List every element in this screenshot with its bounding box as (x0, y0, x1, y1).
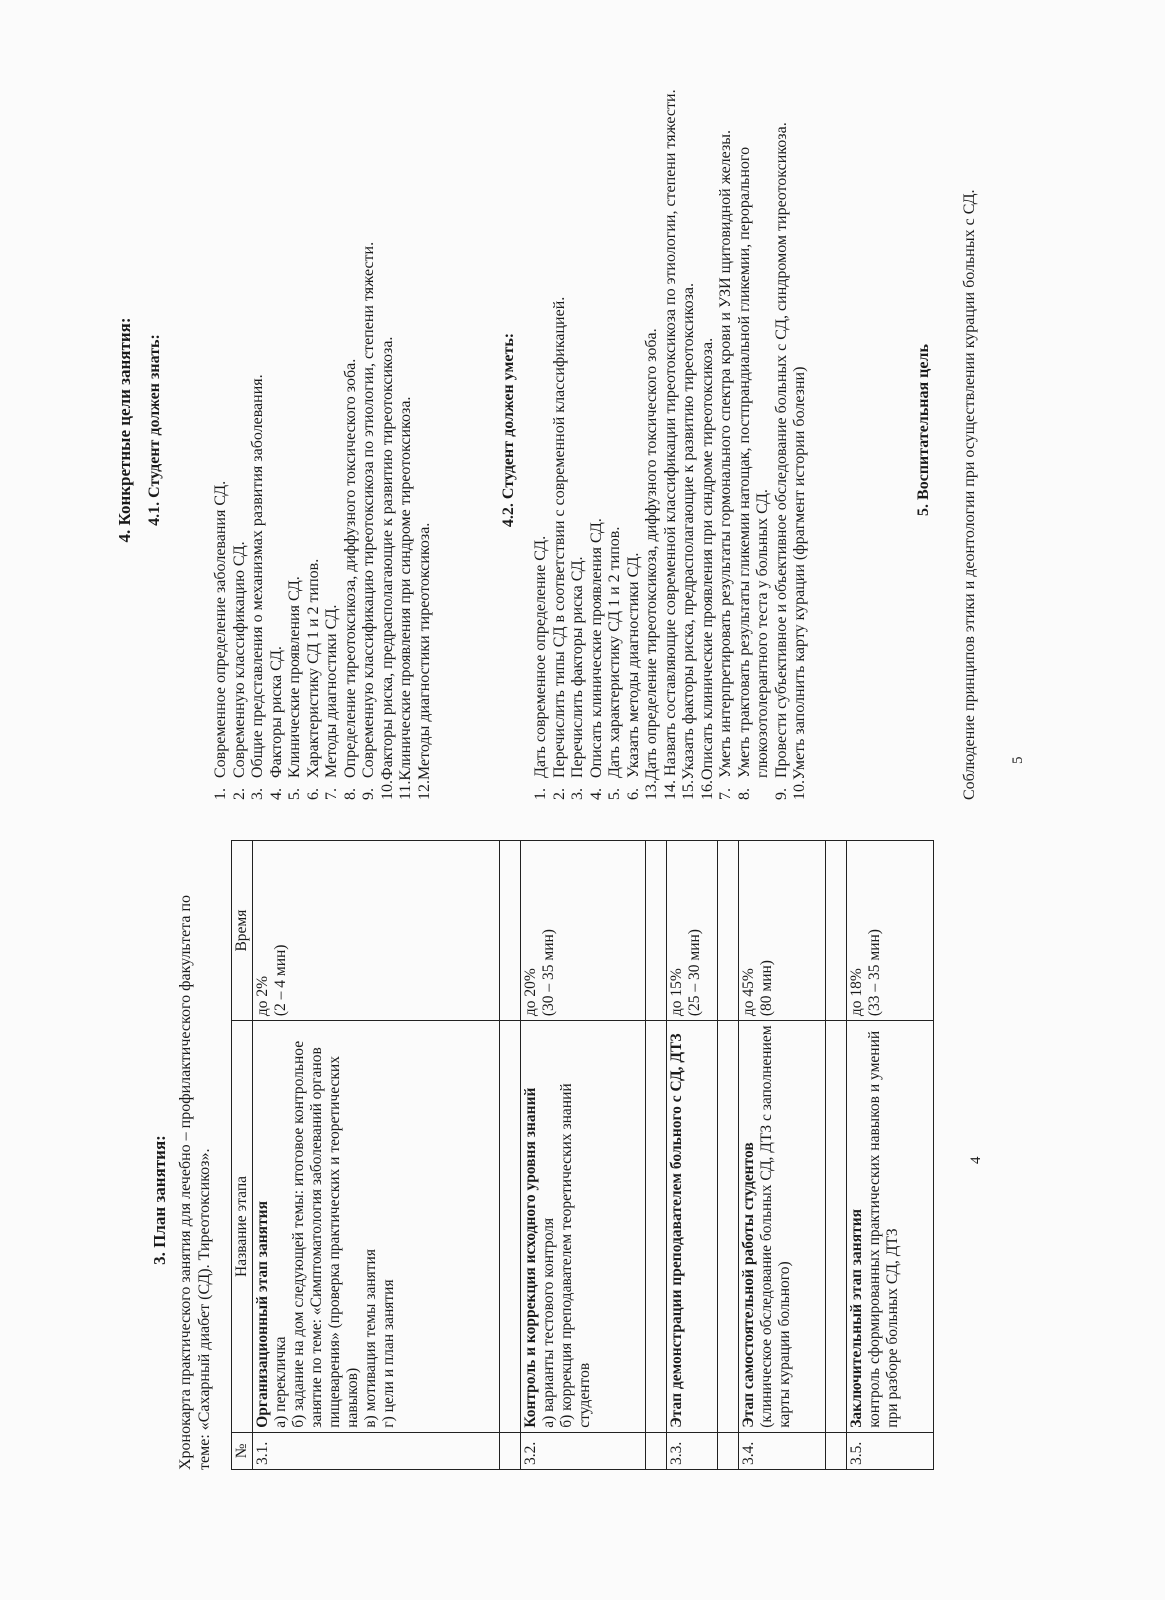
stage-name-cell (253, 1021, 500, 1433)
header-num: № (232, 1432, 253, 1469)
list-item-text: 16.Описать клинические проявления при синдроме тиреотоксикоза. (698, 337, 716, 800)
stage-name-cell (521, 1021, 646, 1433)
stage-title: Этап самостоятельной работы студентов (740, 1142, 757, 1428)
list-item-number: 4. (587, 788, 605, 800)
row-separator (500, 841, 521, 1470)
list-item-text: Дать современное определение СД. (532, 535, 549, 778)
list-item-number: 7. (323, 788, 340, 800)
page-number-right: 5 (1010, 756, 1026, 764)
list-item-text: 13.Дать определение тиреотоксикоза, диффузного токсического зоба. (643, 328, 660, 800)
list-item-text: Характеристику СД 1 и 2 типов. (304, 558, 322, 778)
edu-text: Соблюдение принципов этики и деонтологии при осуществлении курации больных с СД. (961, 189, 978, 800)
stage-line: б) задание на дом следующей темы: итоговое контрольное занятие по теме: «Симптоматология заболеваний органов пищеварения» (проверка практических и теоретических навыков) (290, 1040, 361, 1428)
list-item (643, 40, 662, 800)
stage-time: до 15% (668, 968, 685, 1017)
stage-title: Этап демонстрации преподавателем больного с СД, ДТЗ (668, 1033, 685, 1428)
know-list (212, 40, 434, 800)
know-title: 4.1. Студент должен знать: (146, 334, 163, 526)
list-item (625, 40, 644, 800)
stage-number: 3.4. (739, 1432, 826, 1469)
stage-time-cell (847, 841, 934, 1021)
list-item-number: 2. (550, 788, 568, 800)
list-item (551, 40, 570, 800)
stage-time: до 45% (740, 968, 757, 1017)
list-item (606, 40, 625, 800)
list-item (569, 40, 588, 800)
list-item-number: 3. (569, 788, 586, 800)
list-item-text: Дать характеристику СД 1 и 2 типов. (606, 526, 623, 778)
list-item-number: 7. (717, 788, 734, 800)
plan-heading: 3. План занятия: (150, 1135, 169, 1265)
list-item-text: 15.Указать факторы риска, предрасполагающие к развитию тиреотоксикоза. (680, 282, 697, 800)
stage-name-cell (847, 1021, 934, 1433)
list-item-text: Перечислить типы СД в соответствии с современной классификацией. (550, 296, 568, 778)
row-separator (646, 841, 667, 1470)
list-item (231, 40, 250, 800)
table-row (667, 841, 718, 1470)
stage-time-detail: (2 – 4 мин) (272, 944, 289, 1017)
list-item-text: 12.Методы диагностики тиреотоксикоза. (415, 522, 433, 800)
stage-line: б) коррекция преподавателем теоретических знаний студентов (558, 1083, 593, 1428)
edu-title: 5. Воспитательная цель (915, 344, 932, 516)
goals-heading: 4. Конкретные цели занятия: (115, 317, 134, 543)
list-item-text: Провести субъективное и объективное обследование больных с СД, синдромом тиреотоксикоза. (772, 122, 790, 778)
list-item (268, 40, 287, 800)
list-item-text: Современную классификацию СД. (230, 541, 248, 778)
list-item (662, 40, 681, 800)
list-item (397, 40, 416, 800)
list-item-number: 8. (735, 788, 753, 800)
list-item-number: 5. (286, 788, 303, 800)
list-item-text: 14. Назвать составляющие современной классификации тиреотоксикоза по этиологии, степени тяжести. (661, 89, 679, 800)
list-item-text: 10.Факторы риска, предрасполагающие к развитию тиреотоксикоза. (378, 336, 396, 800)
list-item (680, 40, 699, 800)
stage-time: до 18% (848, 968, 865, 1017)
stage-time-cell (667, 841, 718, 1021)
list-item-number: 2. (230, 788, 248, 800)
list-item-number: 1. (532, 788, 549, 800)
list-item-text: Методы диагностики СД. (323, 604, 340, 778)
list-item (249, 40, 268, 800)
list-item (323, 40, 342, 800)
list-item-text: Современное определение заболевания СД. (212, 480, 229, 778)
stage-line: г) цели и план занятия (380, 1279, 397, 1428)
list-item (791, 40, 810, 800)
stage-line: контроль сформированных практических навыков и умений при разборе больных СД, ДТЗ (866, 1030, 901, 1428)
list-item (342, 40, 361, 800)
table-row (521, 841, 646, 1470)
list-item (588, 40, 607, 800)
stage-time-cell (253, 841, 500, 1021)
list-item (305, 40, 324, 800)
left-page (0, 800, 1165, 1600)
plan-intro: Хронокарта практического занятия для лечебно – профилактического факультета по теме: «Сахарный диабет (СД). Тиреотоксикоз». (177, 894, 213, 1470)
stage-title: Организационный этап занятия (254, 1201, 271, 1428)
can-list (532, 40, 810, 800)
stage-line: в) мотивация темы занятия (362, 1249, 379, 1428)
list-item-number: 6. (304, 788, 322, 800)
stage-time-detail: (25 – 30 мин) (686, 929, 703, 1017)
stage-title: Контроль и коррекция исходного уровня знаний (522, 1087, 539, 1428)
list-item (736, 40, 773, 800)
stage-line: (клиническое обследование больных СД, ДТЗ с заполнением карты курации больного) (758, 1025, 793, 1428)
list-item (717, 40, 736, 800)
table-row (253, 841, 500, 1470)
list-item-number: 6. (624, 788, 642, 800)
stage-time-cell (521, 841, 646, 1021)
list-item (379, 40, 398, 800)
list-item-text: 11.Клинические проявления при синдроме тиреотоксикоза. (397, 396, 414, 800)
table-row (847, 841, 934, 1470)
row-separator (826, 841, 847, 1470)
stage-line: а) варианты тестового контроля (540, 1217, 557, 1428)
list-item-text: Общие представления о механизмах развития заболевания. (249, 374, 266, 778)
stage-line: а) перекличка (272, 1336, 289, 1428)
list-item-number: 1. (212, 788, 229, 800)
stage-name-cell (739, 1021, 826, 1433)
stage-number: 3.1. (253, 1432, 500, 1469)
stage-number: 3.3. (667, 1432, 718, 1469)
stage-time: до 20% (522, 968, 539, 1017)
row-separator (718, 841, 739, 1470)
stage-name-cell (667, 1021, 718, 1433)
stage-time-cell (739, 841, 826, 1021)
stage-time-detail: (30 – 35 мин) (540, 929, 557, 1017)
page-number-left: 4 (968, 1156, 984, 1164)
list-item (212, 40, 231, 800)
list-item-text: 10.Уметь заполнить карту курации (фрагмент истории болезни) (791, 366, 808, 800)
table-row (739, 841, 826, 1470)
header-time: Время (232, 841, 253, 1021)
list-item-number: 3. (249, 788, 266, 800)
list-item-text: Клинические проявления СД. (286, 576, 303, 778)
list-item-text: Уметь интерпретировать результаты гормонального спектра крови и УЗИ щитовидной железы. (717, 129, 734, 778)
list-item-number: 9. (772, 788, 790, 800)
list-item (532, 40, 551, 800)
list-item-number: 5. (606, 788, 623, 800)
can-title: 4.2. Студент должен уметь: (500, 332, 517, 528)
header-stage: Название этапа (232, 1021, 253, 1433)
list-item-text: Уметь трактовать результаты гликемии натощак, постпрандиальной гликемии, перорального глюкозотолерантного теста у больных СД. (735, 146, 771, 778)
list-item (416, 40, 435, 800)
list-item (773, 40, 792, 800)
list-item-text: Современную классификацию тиреотоксикоза по этиологии, степени тяжести. (360, 241, 377, 778)
list-item-text: Факторы риска СД. (267, 646, 285, 778)
plan-table (231, 840, 934, 1470)
list-item-text: Описать клинические проявления СД. (587, 518, 605, 778)
list-item (699, 40, 718, 800)
table-header-row (232, 841, 253, 1470)
stage-time-detail: (80 мин) (758, 960, 775, 1017)
list-item (360, 40, 379, 800)
stage-time: до 2% (254, 975, 271, 1017)
list-item (286, 40, 305, 800)
list-item-text: Перечислить факторы риска СД. (569, 556, 586, 778)
stage-title: Заключительный этап занятия (848, 1208, 865, 1428)
stage-time-detail: (33 – 35 мин) (866, 929, 883, 1017)
list-item-number: 9. (360, 788, 377, 800)
list-item-text: Определение тиреотоксикоза, диффузного токсического зоба. (341, 358, 359, 778)
stage-number: 3.2. (521, 1432, 646, 1469)
stage-number: 3.5. (847, 1432, 934, 1469)
list-item-text: Указать методы диагностики СД. (624, 552, 642, 778)
list-item-number: 8. (341, 788, 359, 800)
list-item-number: 4. (267, 788, 285, 800)
